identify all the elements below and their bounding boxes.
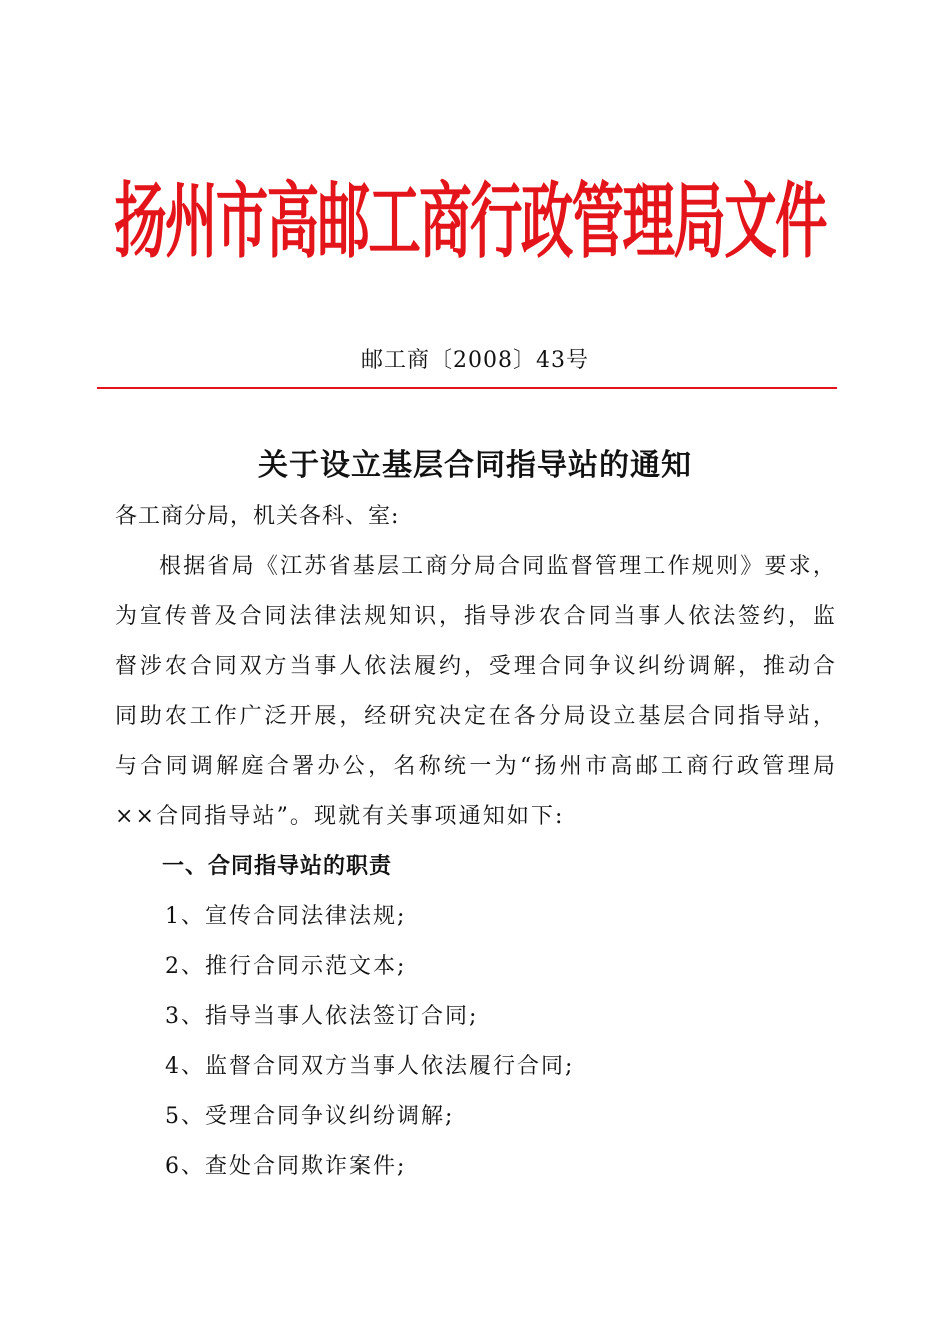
section-heading: 一、合同指导站的职责	[162, 854, 393, 879]
red-divider-line	[97, 387, 837, 389]
document-number: 邮工商〔2008〕43号	[361, 348, 589, 373]
duty-item: 5、受理合同争议纠纷调解;	[165, 1104, 455, 1129]
issuing-authority-title: 扬州市高邮工商行政管理局文件	[114, 175, 826, 271]
duty-item: 6、查处合同欺诈案件;	[165, 1154, 407, 1179]
duty-item: 2、推行合同示范文本;	[165, 954, 407, 979]
body-paragraph: 根据省局《江苏省基层工商分局合同监督管理工作规则》要求，为宣传普及合同法律法规知识，指导涉农合同当事人依法签约，监督涉农合同双方当事人依法履约，受理合同争议纠纷调解，推动合同助农工作广泛开展，经研究决定在各分局设立基层合同指导站，与合同调解庭合署办公，名称统一为“扬州市高邮工商行政管理局××合同指导站”。现就有关事项通知如下:	[115, 554, 837, 829]
duty-item: 3、指导当事人依法签订合同;	[165, 1004, 479, 1029]
duty-item: 1、宣传合同法律法规;	[165, 904, 407, 929]
document-header	[110, 160, 830, 270]
duty-item: 4、监督合同双方当事人依法履行合同;	[165, 1054, 575, 1079]
notice-title: 关于设立基层合同指导站的通知	[258, 448, 692, 483]
notice-body	[115, 492, 837, 1192]
salutation: 各工商分局，机关各科、室:	[115, 504, 400, 529]
